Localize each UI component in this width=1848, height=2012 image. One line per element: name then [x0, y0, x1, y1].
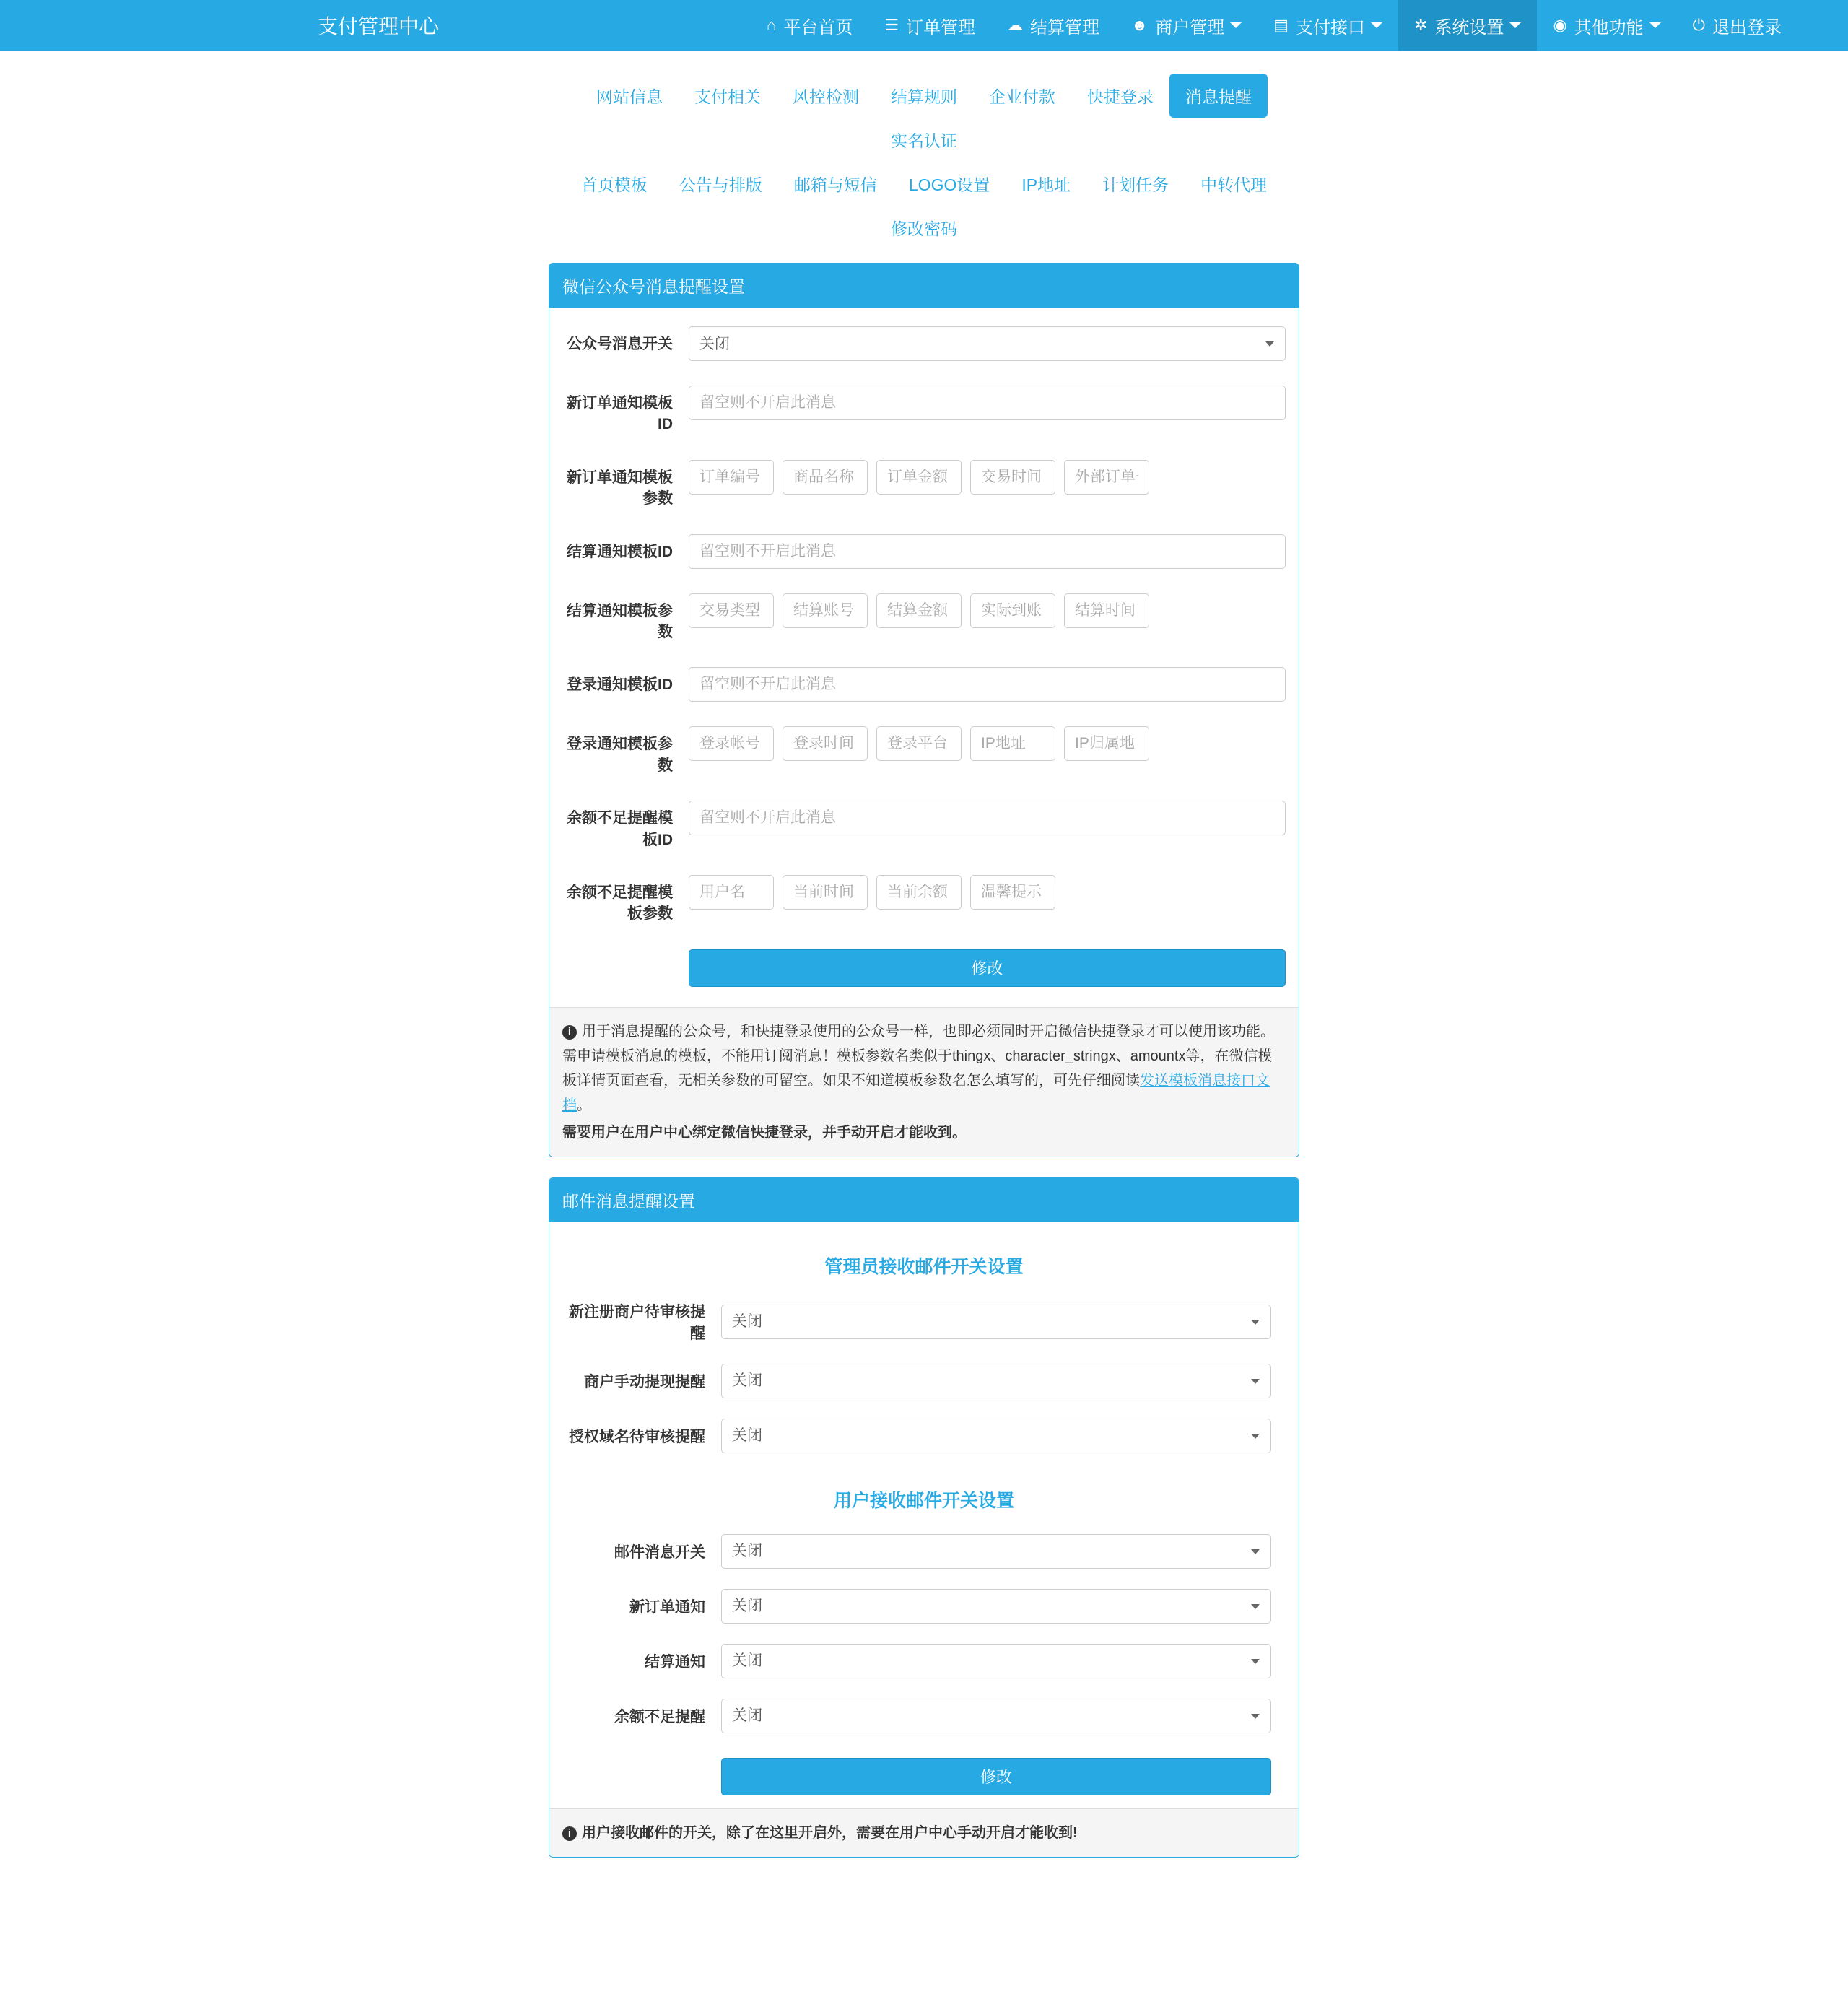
label-balance-tpl-id: 余额不足提醒模板ID: [567, 810, 673, 848]
wechat-panel-footer: [549, 1007, 1299, 1157]
mail-submit-button[interactable]: 修改: [721, 1758, 1271, 1795]
tab-row2-7[interactable]: [1185, 162, 1283, 206]
param-input-4[interactable]: [970, 593, 1055, 628]
select-wrap-wechat-switch: [689, 326, 1286, 361]
tab-row2-5[interactable]: [1006, 162, 1086, 206]
card-icon: ▤: [1273, 16, 1289, 34]
tab-label: 风控检测: [793, 87, 859, 106]
param-input-5[interactable]: [1064, 726, 1149, 761]
select-wrap: [721, 1644, 1271, 1678]
select-wrap: [721, 1419, 1271, 1453]
tab-row2-1[interactable]: [565, 162, 663, 206]
home-icon: ⌂: [767, 16, 777, 34]
mail-row-admin_rows-2: [562, 1364, 1286, 1398]
tab-label: 快捷登录: [1087, 87, 1154, 106]
nav-item-label: 订单管理: [906, 17, 976, 38]
tab-label: 公告与排版: [679, 175, 762, 194]
mail-message-panel: [549, 1177, 1299, 1858]
info-icon-mail: i: [562, 1826, 577, 1841]
mail-row-select[interactable]: [721, 1364, 1271, 1398]
user-mail-section-title: 用户接收邮件开关设置: [833, 1490, 1014, 1511]
params-settle: [689, 593, 1286, 628]
mail-row-label: 邮件消息开关: [614, 1543, 705, 1561]
tab-label: LOGO设置: [908, 175, 990, 194]
tab-row2-4[interactable]: [893, 162, 1006, 206]
tab-row2-3[interactable]: [778, 162, 893, 206]
mail-row-select[interactable]: [721, 1305, 1271, 1339]
template-message-doc-link[interactable]: 发送模板消息接口文档: [562, 1072, 1270, 1113]
mail-panel-title: 邮件消息提醒设置: [549, 1178, 1299, 1222]
row-login-tpl-params: [562, 726, 1286, 776]
nav-item-6[interactable]: [1398, 0, 1537, 51]
tab-row1-8[interactable]: [875, 118, 973, 162]
tab-row1-6[interactable]: [1071, 74, 1169, 118]
param-input-4[interactable]: [970, 726, 1055, 761]
label-wechat-submit-spacer: [562, 949, 689, 957]
mail-row-select[interactable]: [721, 1589, 1271, 1624]
row-wechat-switch: [562, 326, 1286, 361]
tab-label: 消息提醒: [1185, 87, 1252, 106]
user-mail-rows: [562, 1534, 1286, 1733]
mail-row-admin_rows-3: [562, 1419, 1286, 1453]
param-input-2[interactable]: [783, 875, 868, 910]
nav-item-label: 平台首页: [783, 17, 853, 38]
param-input-3[interactable]: [876, 875, 962, 910]
nav-item-1[interactable]: [751, 0, 868, 51]
chevron-down-icon: [1649, 22, 1661, 28]
mail-row-select[interactable]: [721, 1699, 1271, 1733]
select-wrap: [721, 1699, 1271, 1733]
tab-row1-2[interactable]: [679, 74, 777, 118]
wechat-panel-body: [549, 308, 1299, 1007]
main-content: [549, 263, 1299, 1858]
param-input-5[interactable]: [1064, 593, 1149, 628]
nav-item-4[interactable]: [1115, 0, 1258, 51]
wechat-footer-text-1: 用于消息提醒的公众号，和快捷登录使用的公众号一样，也即必须同时开启微信快捷登录才可以使用该功能。需申请模板消息的模板，不能用订阅消息！模板参数名类似于thingx、character_stringx、amountx等，在微信模板详情页面查看，无相关参数的可留空。如果不知道模板参数名怎么填写的，可先仔细阅读: [562, 1023, 1275, 1089]
cloud-icon: ☁: [1007, 16, 1024, 34]
nav-item-label: 商户管理: [1155, 17, 1225, 38]
settings-tabs: [549, 51, 1299, 250]
mail-footer-text: 用户接收邮件的开关，除了在这里开启外，需要在用户中心手动开启才能收到!: [582, 1824, 1078, 1841]
tab-row1-1[interactable]: [580, 74, 679, 118]
nav-item-label: 系统设置: [1434, 17, 1504, 38]
wechat-panel-title: 微信公众号消息提醒设置: [549, 264, 1299, 308]
tabs-row-2: [549, 162, 1299, 250]
mail-panel-footer: [549, 1808, 1299, 1857]
nav-item-label: 退出登录: [1712, 17, 1782, 38]
admin-mail-section-title: 管理员接收邮件开关设置: [824, 1256, 1024, 1277]
param-input-2[interactable]: [783, 593, 868, 628]
mail-panel-body: [549, 1222, 1299, 1808]
mail-row-select[interactable]: [721, 1644, 1271, 1678]
param-input-3[interactable]: [876, 593, 962, 628]
mail-row-select[interactable]: [721, 1534, 1271, 1569]
label-order-tpl-params: 新订单通知模板参数: [567, 469, 673, 508]
param-input-2[interactable]: [783, 726, 868, 761]
mail-row-label: 新注册商户待审核提醒: [569, 1303, 705, 1342]
select-wrap: [721, 1364, 1271, 1398]
tab-row1-7[interactable]: [1169, 74, 1268, 118]
select-wrap: [721, 1305, 1271, 1339]
wechat-footer-text-2: 。: [577, 1097, 591, 1113]
param-input-2[interactable]: [783, 460, 868, 495]
param-input-4[interactable]: [970, 460, 1055, 495]
input-login-tpl-id[interactable]: [689, 667, 1286, 702]
params-balance: [689, 875, 1286, 910]
mail-row-label: 余额不足提醒: [614, 1708, 705, 1725]
tab-label: 首页模板: [580, 175, 648, 194]
tab-label: 邮箱与短信: [793, 175, 877, 194]
input-settle-tpl-id[interactable]: [689, 534, 1286, 569]
brand-title[interactable]: 支付管理中心: [318, 15, 440, 38]
tab-label: 网站信息: [596, 87, 663, 106]
nav-items: [751, 0, 1797, 51]
tab-row1-4[interactable]: [875, 74, 973, 118]
mail-row-select[interactable]: [721, 1419, 1271, 1453]
tab-row2-6[interactable]: [1086, 162, 1185, 206]
param-input-1[interactable]: [689, 875, 774, 910]
label-order-tpl-id: 新订单通知模板ID: [567, 395, 673, 433]
tab-label: 结算规则: [891, 87, 957, 106]
list-icon: ☰: [884, 16, 899, 34]
param-input-5[interactable]: [1064, 460, 1149, 495]
row-order-tpl-params: [562, 460, 1286, 510]
tab-label: 企业付款: [989, 87, 1055, 106]
mail-row-admin_rows-1: [562, 1300, 1286, 1343]
chevron-down-icon: [1230, 22, 1242, 28]
row-settle-tpl-id: [562, 534, 1286, 569]
mail-row-user_rows-2: [562, 1589, 1286, 1624]
select-wrap: [721, 1589, 1271, 1624]
mail-row-label: 商户手动提现提醒: [584, 1373, 705, 1390]
row-settle-tpl-params: [562, 593, 1286, 643]
mail-row-label: 新订单通知: [629, 1598, 705, 1616]
param-input-1[interactable]: [689, 460, 774, 495]
input-order-tpl-id[interactable]: [689, 386, 1286, 420]
param-input-3[interactable]: [876, 726, 962, 761]
mail-row-user_rows-4: [562, 1699, 1286, 1733]
input-balance-tpl-id[interactable]: [689, 801, 1286, 835]
tab-row2-8[interactable]: [875, 206, 973, 250]
nav-item-5[interactable]: [1258, 0, 1398, 51]
tab-row1-5[interactable]: [973, 74, 1071, 118]
globe-icon: ◉: [1553, 16, 1567, 34]
tab-row1-3[interactable]: [777, 74, 875, 118]
tabs-row-1: [549, 74, 1299, 162]
user-icon: ☻: [1131, 16, 1149, 34]
tab-label: 计划任务: [1102, 175, 1169, 194]
select-wrap: [721, 1534, 1271, 1569]
nav-item-label: 支付接口: [1296, 17, 1365, 38]
tab-label: 修改密码: [891, 219, 957, 238]
label-settle-tpl-id: 结算通知模板ID: [567, 543, 673, 560]
chevron-down-icon: [1509, 22, 1521, 28]
param-input-1[interactable]: [689, 726, 774, 761]
row-login-tpl-id: [562, 667, 1286, 702]
mail-row-user_rows-3: [562, 1644, 1286, 1678]
admin-mail-rows: [562, 1300, 1286, 1453]
params-login: [689, 726, 1286, 761]
mail-row-label: 授权域名待审核提醒: [569, 1428, 705, 1445]
nav-item-8[interactable]: [1677, 0, 1797, 51]
mail-submit-spacer: [562, 1758, 721, 1795]
power-icon: ⏻: [1692, 16, 1706, 34]
params-order: [689, 460, 1286, 495]
chevron-down-icon: [1371, 22, 1382, 28]
wechat-message-panel: [549, 263, 1299, 1157]
wechat-footer-bold-note: 需要用户在用户中心绑定微信快捷登录，并手动开启才能收到。: [562, 1124, 967, 1141]
row-wechat-submit: [562, 949, 1286, 987]
param-input-3[interactable]: [876, 460, 962, 495]
row-balance-tpl-params: [562, 875, 1286, 925]
row-balance-tpl-id: [562, 801, 1286, 850]
label-settle-tpl-params: 结算通知模板参数: [567, 602, 673, 640]
nav-item-3[interactable]: [991, 0, 1115, 51]
tab-label: 实名认证: [891, 131, 957, 150]
select-wechat-switch[interactable]: [689, 326, 1286, 361]
param-input-1[interactable]: [689, 593, 774, 628]
info-icon: i: [562, 1025, 577, 1040]
mail-submit-row: [562, 1758, 1286, 1795]
mail-row-label: 结算通知: [645, 1653, 705, 1671]
nav-item-7[interactable]: [1537, 0, 1676, 51]
tab-row2-2[interactable]: [663, 162, 778, 206]
row-order-tpl-id: [562, 386, 1286, 435]
label-balance-tpl-params: 余额不足提醒模板参数: [567, 884, 673, 923]
nav-item-label: 结算管理: [1030, 17, 1100, 38]
tab-label: 中转代理: [1200, 175, 1268, 194]
label-wechat-switch: 公众号消息开关: [567, 336, 673, 352]
gear-icon: ✲: [1414, 16, 1428, 34]
label-login-tpl-params: 登录通知模板参数: [567, 736, 673, 774]
mail-row-user_rows-1: [562, 1534, 1286, 1569]
wechat-submit-button[interactable]: 修改: [689, 949, 1286, 987]
param-input-4[interactable]: [970, 875, 1055, 910]
tab-label: IP地址: [1021, 175, 1071, 194]
tab-label: 支付相关: [694, 87, 761, 106]
label-login-tpl-id: 登录通知模板ID: [567, 676, 673, 694]
top-navbar: [0, 0, 1848, 51]
nav-item-label: 其他功能: [1574, 17, 1644, 38]
nav-item-2[interactable]: [868, 0, 991, 51]
